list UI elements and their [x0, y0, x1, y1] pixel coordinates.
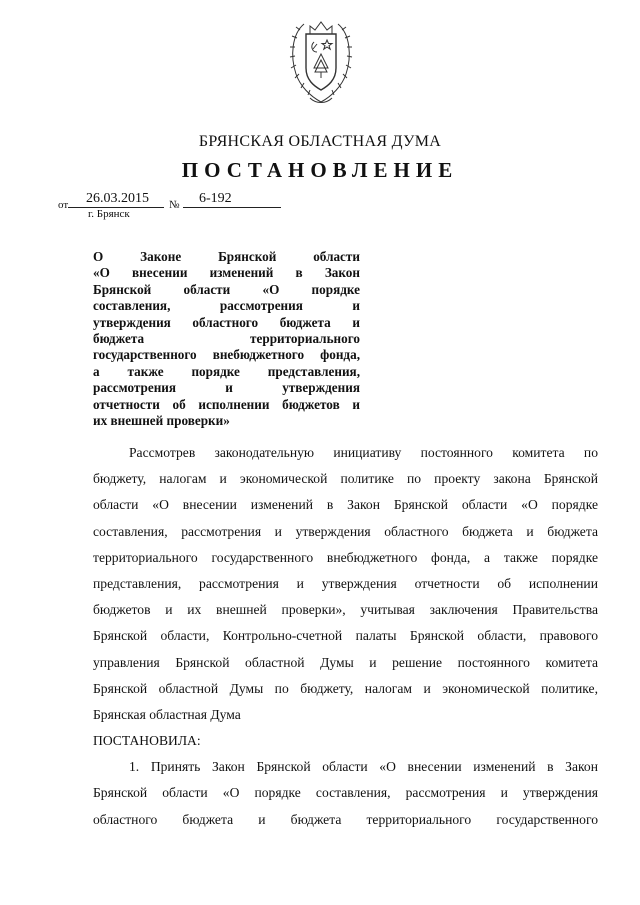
- preamble-line: области «О внесении изменений в Закон Брянской области «О порядке: [93, 497, 598, 513]
- subject-line: утверждения областного бюджета и: [93, 314, 360, 330]
- subject-line: отчетности об исполнении бюджетов и: [93, 396, 360, 412]
- subject-line: Брянской области «О порядке: [93, 281, 360, 297]
- preamble-line: Рассмотрев законодательную инициативу постоянного комитета по: [129, 445, 598, 460]
- subject-line: «О внесении изменений в Закон: [93, 265, 360, 281]
- item-1-line: областного бюджета и бюджета территориального государственного: [93, 811, 598, 827]
- subject-line: рассмотрения и утверждения: [93, 380, 360, 396]
- preamble-line: бюджетов и их внешней проверки», учитывая заключения Правительства: [93, 602, 598, 618]
- preamble-line: управления Брянской областной Думы и решение постоянного комитета: [93, 654, 598, 670]
- preamble-line: составления, рассмотрения и утверждения областного бюджета и бюджета: [93, 523, 598, 539]
- date-label: от: [58, 199, 69, 211]
- document-date: 26.03.2015: [86, 191, 149, 206]
- subject-line: государственного внебюджетного фонда,: [93, 347, 360, 363]
- subject-line: их внешней проверки»: [93, 412, 230, 428]
- subject-line: О Законе Брянской области: [93, 249, 360, 264]
- organization-title: БРЯНСКАЯ ОБЛАСТНАЯ ДУМА: [198, 133, 442, 150]
- preamble-line: бюджету, налогам и экономической политике по проекту закона Брянской: [93, 471, 598, 487]
- subject-line: составления, рассмотрения и: [93, 298, 360, 314]
- document-body: [93, 440, 598, 833]
- number-underline: [183, 207, 281, 208]
- document-type-title: ПОСТАНОВЛЕНИЕ: [181, 158, 459, 182]
- document-number: 6-192: [199, 191, 232, 206]
- document-subject: [93, 249, 360, 429]
- preamble-line: Брянской области, Контрольно-счетной палаты Брянской области, правового: [93, 628, 598, 644]
- preamble-line: представления, рассмотрения и утверждения отчетности об исполнении: [93, 575, 598, 591]
- preamble-line: территориального государственного внебюджетного фонда, а также порядке: [93, 549, 598, 565]
- preamble-line: Брянской областной Думы по бюджету, налогам и экономической политике,: [93, 680, 598, 696]
- subject-line: а также порядке представления,: [93, 363, 360, 379]
- preamble-line: Брянская областная Дума: [93, 706, 241, 722]
- subject-line: бюджета территориального: [93, 330, 360, 346]
- resolved-heading: ПОСТАНОВИЛА:: [93, 733, 201, 749]
- city-name: г. Брянск: [88, 208, 130, 220]
- item-1-line: 1. Принять Закон Брянской области «О внесении изменений в Закон: [129, 759, 598, 775]
- coat-of-arms-emblem: [286, 16, 356, 108]
- item-1-line: Брянской области «О порядке составления, рассмотрения и утверждения: [93, 785, 598, 801]
- number-label: №: [169, 199, 180, 211]
